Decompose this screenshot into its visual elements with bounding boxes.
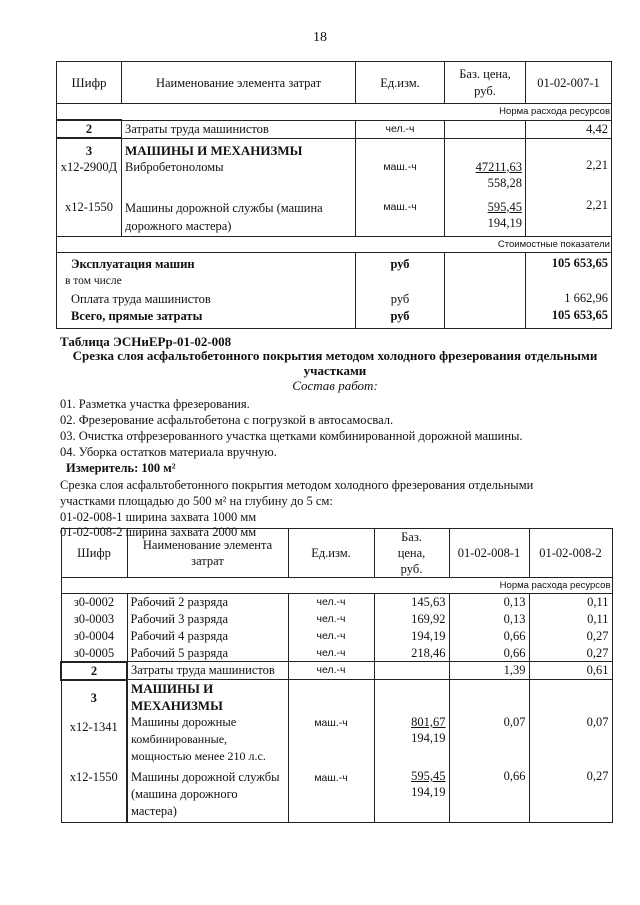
header-name: Наименование элемента затрат [127, 529, 288, 578]
machine-name: Машины дорожной службы [131, 770, 280, 784]
resource-table-01-02-007 [56, 61, 612, 329]
machine-value-2: 0,27 [586, 769, 609, 783]
header-code: Шифр [57, 62, 122, 104]
machine-price: 595,45 [411, 769, 446, 783]
worker-value-2: 0,11 [529, 594, 612, 611]
work-item: 02. Фрезерование асфальтобетона с погрузкой в автосамосвал. [60, 413, 394, 427]
worker-value-1: 0,66 [449, 628, 529, 645]
machine-name: Вибробетоноломы [125, 159, 224, 174]
worker-price: 145,63 [374, 594, 449, 611]
machines-codes [57, 138, 122, 236]
worker-value-2: 0,11 [529, 611, 612, 628]
cost-name: Эксплуатация машин [71, 256, 195, 271]
machine-value: 2,21 [586, 197, 608, 212]
worker-code: з0-0005 [61, 645, 127, 662]
machines-codes [61, 680, 127, 823]
machine-code: х12-2900Д [60, 160, 118, 174]
header-code: Шифр [61, 529, 127, 578]
row-value: 4,42 [526, 120, 612, 138]
machine-name: комбинированные, [131, 732, 228, 746]
machine-price: 801,67 [411, 715, 446, 729]
cost-value: 1 662,96 [564, 290, 608, 305]
description-line1: Срезка слоя асфальтобетонного покрытия методом холодного фрезерования отдельными [60, 478, 534, 492]
description-line2: участками площадью до 500 м² на глубину до 5 см: [60, 494, 333, 508]
section-title-line2: участками [303, 363, 367, 378]
machine-price-labor: 194,19 [487, 215, 522, 230]
row-name: Затраты труда машинистов [122, 120, 356, 138]
machine-name: (машина дорожного [131, 787, 238, 801]
costs-units [356, 252, 445, 328]
machine-value-1: 0,07 [503, 715, 526, 729]
machine-unit: маш.-ч [383, 160, 417, 173]
machine-unit: маш.-ч [314, 717, 348, 729]
header-name: Наименование элемента затрат [122, 62, 356, 104]
worker-price: 218,46 [374, 645, 449, 662]
section-code: 3 [90, 690, 97, 705]
machine-price: 47211,63 [475, 159, 522, 174]
worker-name: Рабочий 4 разряда [127, 628, 288, 645]
worker-unit: чел.-ч [288, 594, 374, 611]
machine-price-labor: 558,28 [487, 175, 522, 190]
table-row [61, 594, 612, 611]
table-row [61, 611, 612, 628]
cost-unit: руб [390, 291, 410, 306]
table-row [61, 662, 612, 680]
section-code: 3 [85, 144, 93, 158]
machine-name: мастера) [131, 804, 177, 818]
costs-empty [445, 252, 526, 328]
work-item: 01. Разметка участка фрезерования. [60, 397, 250, 411]
machine-price: 595,45 [487, 199, 522, 214]
machines-units [288, 680, 374, 823]
worker-value-2: 0,27 [529, 645, 612, 662]
header-variant-2: 01-02-008-2 [529, 529, 612, 578]
header-price: Баз. цена, руб. [445, 62, 526, 104]
variant-item: 01-02-008-1 ширина захвата 1000 мм [60, 510, 257, 524]
page-number: 18 [313, 30, 327, 45]
row-code: 2 [57, 120, 122, 138]
row-price [445, 120, 526, 138]
worker-value-1: 0,13 [449, 594, 529, 611]
machine-value-1: 0,66 [503, 769, 526, 783]
work-item: 03. Очистка отфрезерованного участка щетками комбинированной дорожной машины. [60, 429, 523, 443]
machine-code: х12-1341 [69, 719, 118, 734]
cost-name: Оплата труда машинистов [71, 291, 211, 306]
cost-label: Стоимостные показатели [57, 236, 612, 252]
header-price: Баз. цена, руб. [374, 529, 449, 578]
header-variant-1: 01-02-007-1 [526, 62, 612, 104]
costs-values [526, 252, 612, 328]
worker-unit: чел.-ч [288, 611, 374, 628]
machines-prices [374, 680, 449, 823]
row-price [374, 662, 449, 680]
cost-value: 105 653,65 [551, 308, 608, 322]
machines-values-1 [449, 680, 529, 823]
cost-unit: руб [390, 309, 410, 323]
cost-value: 105 653,65 [551, 255, 608, 270]
header-unit: Ед.изм. [356, 62, 445, 104]
section-title: МЕХАНИЗМЫ [131, 698, 223, 713]
worker-code: з0-0003 [61, 611, 127, 628]
row-code: 2 [61, 662, 127, 680]
table-row [61, 645, 612, 662]
works-heading: Состав работ: [292, 378, 378, 393]
meter: Измеритель: 100 м² [66, 461, 176, 475]
worker-name: Рабочий 5 разряда [127, 645, 288, 662]
table-id: Таблица ЭСНиЕРр-01-02-008 [60, 334, 232, 349]
header-unit: Ед.изм. [288, 529, 374, 578]
machines-prices [445, 138, 526, 236]
worker-name: Рабочий 2 разряда [127, 594, 288, 611]
cost-name: в том числе [65, 275, 122, 287]
section-title: МАШИНЫ И МЕХАНИЗМЫ [125, 142, 303, 158]
worker-price: 169,92 [374, 611, 449, 628]
row-unit: чел.-ч [288, 662, 374, 680]
machines-names [127, 680, 288, 823]
norm-label: Норма расхода ресурсов [57, 104, 612, 121]
row-unit: чел.-ч [356, 120, 445, 138]
machine-unit: маш.-ч [383, 200, 417, 213]
row-name: Затраты труда машинистов [127, 662, 288, 680]
worker-price: 194,19 [374, 628, 449, 645]
machine-price-labor: 194,19 [411, 731, 446, 745]
machines-values [526, 138, 612, 236]
worker-value-1: 0,66 [449, 645, 529, 662]
work-item: 04. Уборка остатков материала вручную. [60, 445, 277, 459]
machine-name: мощностью менее 210 л.с. [131, 749, 266, 763]
machines-units [356, 138, 445, 236]
header-variant-1: 01-02-008-1 [449, 529, 529, 578]
section-title-line1: Срезка слоя асфальтобетонного покрытия методом холодного фрезерования отдельными [72, 348, 598, 363]
resource-table-01-02-008 [60, 528, 613, 823]
worker-code: з0-0002 [61, 594, 127, 611]
machine-value: 2,21 [586, 157, 608, 172]
machine-price-labor: 194,19 [411, 785, 446, 799]
worker-value-1: 0,13 [449, 611, 529, 628]
machine-code: х12-1550 [65, 200, 113, 214]
variant-item: 01-02-008-2 ширина захвата 2000 мм [60, 525, 257, 539]
machine-name: Машины дорожной службы (машина дорожного мастера) [125, 200, 323, 233]
worker-name: Рабочий 3 разряда [127, 611, 288, 628]
cost-name: Всего, прямые затраты [71, 309, 203, 323]
machine-name: Машины дорожные [131, 715, 237, 729]
machines-names [122, 138, 356, 236]
section-title: МАШИНЫ И [131, 681, 214, 696]
row-value-1: 1,39 [449, 662, 529, 680]
machine-value-2: 0,07 [586, 715, 609, 729]
worker-value-2: 0,27 [529, 628, 612, 645]
norm-label: Норма расхода ресурсов [61, 578, 612, 594]
costs-names [57, 252, 356, 328]
worker-code: з0-0004 [61, 628, 127, 645]
worker-unit: чел.-ч [288, 628, 374, 645]
table-row [61, 628, 612, 645]
machine-unit: маш.-ч [314, 772, 348, 784]
machines-values-2 [529, 680, 612, 823]
cost-unit: руб [390, 256, 410, 271]
row-value-2: 0,61 [529, 662, 612, 680]
worker-unit: чел.-ч [288, 645, 374, 662]
machine-code: х12-1550 [69, 769, 118, 784]
